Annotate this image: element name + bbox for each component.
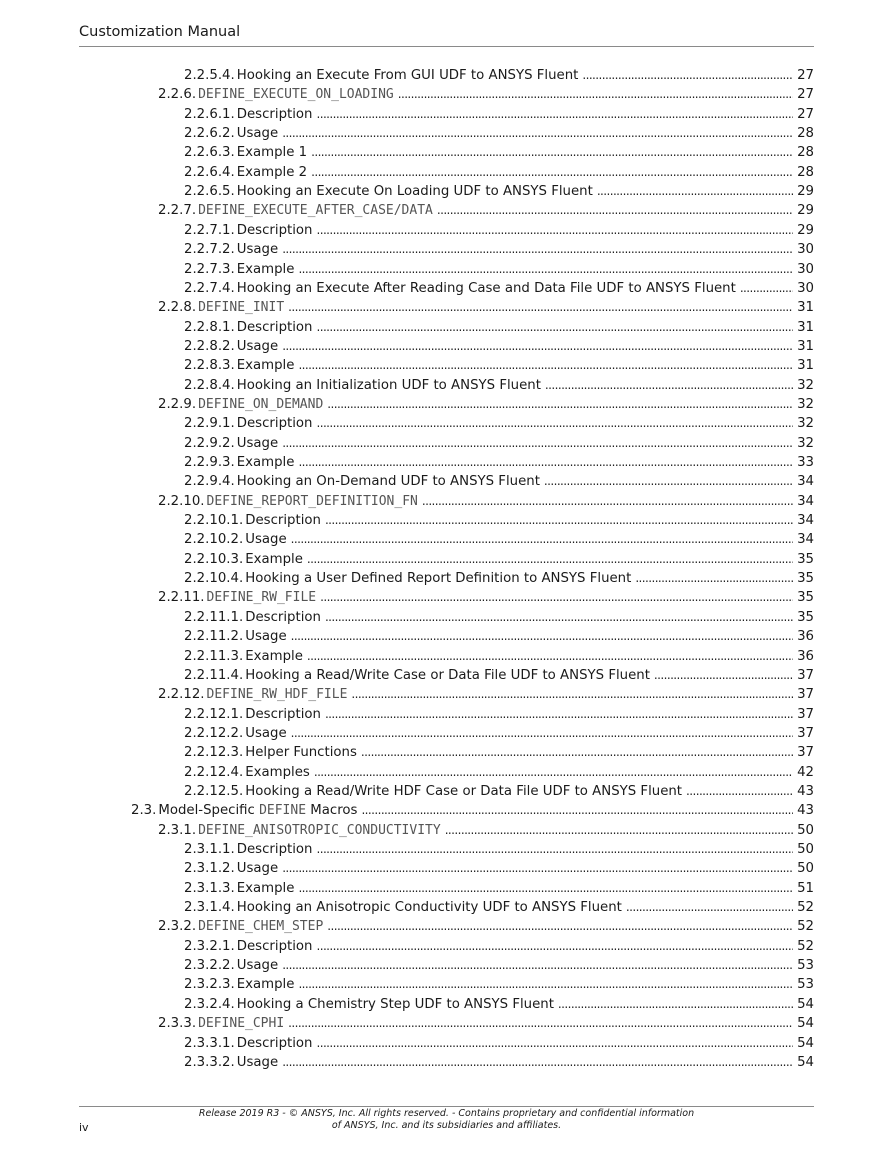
toc-entry-number: 2.2.10. (158, 493, 205, 509)
toc-entry-number: 2.3.1.2. (184, 861, 235, 877)
toc-dot-leader (282, 337, 793, 356)
toc-entry[interactable] (184, 472, 814, 491)
toc-dot-leader (316, 414, 793, 433)
toc-entry-number: 2.2.11.4. (184, 667, 244, 683)
toc-entry-title: Example (236, 455, 295, 470)
toc-entry-number: 2.3.3.1. (184, 1035, 235, 1051)
toc-dot-leader (282, 956, 793, 975)
toc-dot-leader (325, 511, 793, 530)
toc-dot-leader (437, 201, 793, 220)
toc-dot-leader (316, 105, 793, 124)
toc-entry-number: 2.3.2.4. (184, 996, 235, 1012)
toc-entry-page: 30 (797, 280, 814, 296)
toc-entry-number: 2.2.9.4. (184, 474, 235, 490)
toc-entry-title: Usage (245, 725, 287, 741)
toc-entry-page: 27 (797, 87, 814, 103)
toc-entry-number: 2.3.2.2. (184, 958, 235, 974)
toc-entry-number: 2.2.12.3. (184, 745, 244, 761)
toc-entry[interactable] (184, 434, 814, 453)
toc-entry-title: DEFINE_RW_FILE (206, 590, 317, 606)
toc-entry[interactable] (184, 124, 814, 143)
toc-entry[interactable] (158, 1014, 814, 1033)
toc-entry-title: DEFINE_REPORT_DEFINITION_FN (206, 493, 418, 509)
toc-entry-title: DEFINE_ON_DEMAND (198, 396, 324, 412)
toc-dot-leader (307, 647, 793, 666)
toc-entry[interactable] (184, 956, 814, 975)
toc-entry-number: 2.2.6.3. (184, 145, 235, 161)
toc-entry-number: 2.2.8.3. (184, 358, 235, 374)
toc-dot-leader (316, 221, 793, 240)
toc-entry-page: 52 (797, 938, 814, 954)
toc-dot-leader (544, 472, 793, 491)
toc-dot-leader (291, 530, 793, 549)
toc-entry-number: 2.2.9.1. (184, 416, 235, 432)
toc-dot-leader (282, 124, 793, 143)
toc-entry-number: 2.2.11. (158, 590, 205, 606)
toc-entry-page: 54 (797, 1035, 814, 1051)
toc-entry-page: 54 (797, 1054, 814, 1070)
toc-entry-title: Helper Functions (245, 745, 357, 761)
toc-dot-leader (291, 724, 793, 743)
toc-entry-number: 2.2.11.2. (184, 629, 244, 645)
toc-entry-page: 32 (797, 396, 814, 412)
toc-entry[interactable] (158, 685, 814, 704)
toc-entry-page: 34 (797, 493, 814, 509)
toc-entry[interactable] (158, 492, 814, 511)
toc-entry[interactable] (184, 743, 814, 762)
toc-entry-number: 2.3.2. (158, 919, 197, 935)
toc-entry-title: Example (245, 648, 303, 664)
toc-entry[interactable] (158, 395, 814, 414)
toc-dot-leader (282, 240, 793, 259)
toc-entry-page: 50 (797, 861, 814, 877)
toc-entry-number: 2.2.8.4. (184, 377, 235, 393)
toc-entry-page: 53 (797, 977, 814, 993)
toc-dot-leader (422, 492, 793, 511)
toc-entry-number: 2.2.8. (158, 300, 197, 316)
toc-entry[interactable] (184, 608, 814, 627)
toc-entry-page: 35 (797, 609, 814, 625)
toc-entry[interactable] (184, 763, 814, 782)
toc-entry-page: 31 (797, 319, 814, 335)
toc-entry-title: Description (245, 706, 321, 722)
page-header (79, 22, 814, 47)
toc-dot-leader (298, 453, 793, 472)
toc-dot-leader (361, 743, 793, 762)
toc-entry[interactable] (184, 356, 814, 375)
toc-entry-title: Description (236, 842, 313, 857)
toc-entry-number: 2.3. (131, 803, 157, 819)
toc-entry-number: 2.3.3.2. (184, 1054, 235, 1070)
toc-dot-leader (361, 801, 793, 820)
toc-entry-title: Usage (245, 629, 287, 645)
toc-entry-title: Hooking a Chemistry Step UDF to ANSYS Fluent (236, 996, 554, 1012)
toc-entry[interactable] (158, 821, 814, 840)
toc-entry[interactable] (184, 221, 814, 240)
toc-entry-number: 2.3.2.1. (184, 938, 235, 954)
toc-entry[interactable] (184, 337, 814, 356)
toc-entry-page: 43 (797, 783, 814, 799)
toc-dot-leader (740, 279, 793, 298)
toc-entry-page: 34 (797, 474, 814, 490)
toc-entry[interactable] (158, 917, 814, 936)
toc-entry-page: 51 (797, 880, 814, 896)
toc-entry-number: 2.2.11.1. (184, 609, 244, 625)
toc-entry-number: 2.2.11.3. (184, 648, 244, 664)
toc-entry-number: 2.2.7.4. (184, 280, 235, 296)
toc-entry-title: Description (245, 513, 321, 529)
toc-entry[interactable] (184, 530, 814, 549)
toc-entry-number: 2.2.8.2. (184, 338, 235, 354)
page-footer (79, 1106, 814, 1133)
toc-entry[interactable] (184, 143, 814, 162)
toc-entry-page: 36 (797, 629, 814, 645)
toc-entry-page: 36 (797, 648, 814, 664)
toc-entry[interactable] (184, 627, 814, 646)
toc-entry-number: 2.2.7.2. (184, 242, 235, 258)
toc-entry-title: Usage (236, 861, 279, 877)
toc-dot-leader (288, 1014, 793, 1033)
toc-entry[interactable] (184, 569, 814, 588)
toc-dot-leader (298, 260, 793, 279)
toc-entry-page: 35 (797, 551, 814, 567)
toc-entry-title: Example (236, 261, 295, 277)
toc-dot-leader (327, 917, 793, 936)
toc-dot-leader (320, 588, 793, 607)
toc-entry-title: Hooking a User Defined Report Definition to ANSYS Fluent (245, 571, 632, 587)
copyright-line-2: of ANSYS, Inc. and its subsidiaries and affiliates. (331, 1120, 562, 1131)
toc-entry-number: 2.2.8.1. (184, 319, 235, 335)
toc-dot-leader (654, 666, 793, 685)
toc-entry-title: Description (236, 1035, 313, 1051)
toc-entry-title: Example (236, 880, 295, 896)
toc-entry-page: 32 (797, 435, 814, 451)
toc-entry-page: 37 (797, 745, 814, 761)
toc-entry-title-code: DEFINE (259, 803, 307, 819)
toc-entry-page: 37 (797, 687, 814, 703)
toc-entry-page: 31 (797, 300, 814, 316)
toc-entry-number: 2.2.12.5. (184, 783, 244, 799)
toc-entry-number: 2.2.9. (158, 396, 197, 412)
toc-entry-number: 2.2.10.3. (184, 551, 244, 567)
toc-entry[interactable] (184, 705, 814, 724)
toc-entry[interactable] (158, 85, 814, 104)
toc-entry-page: 28 (797, 145, 814, 161)
toc-entry-number: 2.3.1. (158, 822, 197, 838)
toc-entry[interactable] (184, 105, 814, 124)
toc-entry-page: 29 (797, 222, 814, 238)
toc-entry-title: Usage (236, 338, 279, 354)
toc-entry-page: 50 (797, 842, 814, 857)
toc-entry-title-part: Model-Specific (158, 803, 260, 819)
toc-entry-title: Example (236, 358, 295, 374)
toc-entry[interactable] (184, 995, 814, 1014)
toc-entry-number: 2.2.10.2. (184, 532, 244, 548)
toc-entry[interactable] (184, 414, 814, 433)
toc-entry[interactable] (184, 318, 814, 337)
toc-entry-number: 2.2.9.3. (184, 455, 235, 470)
toc-entry-title: Hooking an Execute After Reading Case and Data File UDF to ANSYS Fluent (236, 280, 736, 296)
toc-dot-leader (311, 143, 793, 162)
toc-entry-number: 2.2.12.4. (184, 764, 244, 780)
toc-entry-title: Hooking an Execute On Loading UDF to ANSYS Fluent (236, 184, 593, 200)
toc-dot-leader (445, 821, 793, 840)
toc-entry-title: Usage (245, 532, 287, 548)
toc-entry-title: DEFINE_EXECUTE_AFTER_CASE/DATA (198, 203, 433, 219)
toc-dot-leader (325, 608, 793, 627)
toc-entry-page: 32 (797, 416, 814, 432)
toc-entry[interactable] (184, 1034, 814, 1053)
toc-entry-title: Description (236, 222, 313, 238)
toc-dot-leader (314, 763, 793, 782)
toc-entry-title: Usage (236, 958, 279, 974)
toc-dot-leader (298, 975, 793, 994)
toc-entry[interactable] (184, 182, 814, 201)
toc-entry-number: 2.3.2.3. (184, 977, 235, 993)
toc-entry-title (158, 801, 357, 820)
toc-dot-leader (298, 879, 793, 898)
toc-entry[interactable] (184, 937, 814, 956)
toc-dot-leader (316, 937, 793, 956)
toc-entry[interactable] (158, 588, 814, 607)
toc-dot-leader (316, 318, 793, 337)
toc-entry-title: Hooking an On-Demand UDF to ANSYS Fluent (236, 474, 540, 490)
toc-entry-title-part: Macros (306, 803, 358, 819)
toc-entry[interactable] (158, 201, 814, 220)
toc-entry-page: 37 (797, 725, 814, 741)
toc-entry-page: 42 (797, 764, 814, 780)
toc-entry-title: Usage (236, 435, 279, 451)
toc-entry[interactable] (184, 666, 814, 685)
toc-entry-page: 34 (797, 513, 814, 529)
toc-entry[interactable] (184, 66, 814, 85)
toc-entry-page: 28 (797, 126, 814, 142)
toc-dot-leader (597, 182, 793, 201)
toc-entry-page: 33 (797, 455, 814, 470)
toc-entry-page: 29 (797, 203, 814, 219)
toc-entry-title: Hooking an Execute From GUI UDF to ANSYS Fluent (236, 68, 579, 83)
toc-entry-title: Description (236, 938, 313, 954)
toc-entry-number: 2.2.12.1. (184, 706, 244, 722)
toc-entry-number: 2.2.9.2. (184, 435, 235, 451)
toc-entry-number: 2.2.6.4. (184, 164, 235, 180)
toc-entry[interactable] (184, 859, 814, 878)
toc-entry[interactable] (184, 240, 814, 259)
toc-entry-number: 2.2.7. (158, 203, 197, 219)
toc-entry-page: 29 (797, 184, 814, 200)
toc-entry-number: 2.2.6. (158, 87, 197, 103)
toc-entry-number: 2.2.5.4. (184, 68, 235, 83)
toc-dot-leader (282, 1053, 793, 1072)
toc-entry-number: 2.2.6.5. (184, 184, 235, 200)
toc-entry-title: Usage (236, 242, 279, 258)
toc-entry-page: 53 (797, 958, 814, 974)
toc-entry-page: 43 (797, 803, 814, 819)
toc-entry-title: Hooking a Read/Write HDF Case or Data File UDF to ANSYS Fluent (245, 783, 683, 799)
toc-entry-number: 2.3.1.4. (184, 900, 235, 916)
toc-entry-number: 2.2.6.2. (184, 126, 235, 142)
toc-entry[interactable] (184, 647, 814, 666)
toc-entry-number: 2.3.1.3. (184, 880, 235, 896)
toc-entry-number: 2.3.3. (158, 1016, 197, 1032)
toc-entry-page: 31 (797, 358, 814, 374)
toc-entry-title: DEFINE_INIT (198, 300, 285, 316)
toc-entry-page: 52 (797, 919, 814, 935)
toc-dot-leader (291, 627, 793, 646)
toc-entry-page: 54 (797, 1016, 814, 1032)
toc-dot-leader (398, 85, 793, 104)
toc-entry-page: 35 (797, 590, 814, 606)
toc-entry-title: Description (236, 106, 313, 122)
toc-entry-page: 27 (797, 68, 814, 83)
toc-entry[interactable] (184, 782, 814, 801)
toc-entry-page: 32 (797, 377, 814, 393)
toc-dot-leader (298, 356, 793, 375)
toc-entry-title: DEFINE_RW_HDF_FILE (206, 687, 348, 703)
toc-entry-page: 37 (797, 667, 814, 683)
copyright-notice (79, 1108, 814, 1132)
toc-dot-leader (282, 434, 793, 453)
toc-entry[interactable] (184, 898, 814, 917)
toc-entry-page: 31 (797, 338, 814, 354)
manual-title: Customization Manual (79, 24, 241, 40)
page-number: iv (79, 1121, 89, 1134)
toc-entry-number: 2.2.10.1. (184, 513, 244, 529)
toc-entry-title: Description (236, 319, 313, 335)
toc-dot-leader (327, 395, 793, 414)
toc-entry-page: 52 (797, 900, 814, 916)
toc-entry[interactable] (184, 724, 814, 743)
toc-entry-page: 50 (797, 822, 814, 838)
toc-entry-title: DEFINE_CPHI (198, 1016, 285, 1032)
toc-entry-number: 2.2.12. (158, 687, 205, 703)
toc-dot-leader (545, 376, 793, 395)
toc-dot-leader (307, 550, 793, 569)
toc-entry-page: 54 (797, 996, 814, 1012)
toc-entry-title: DEFINE_ANISOTROPIC_CONDUCTIVITY (198, 822, 441, 838)
toc-dot-leader (316, 1034, 793, 1053)
toc-entry[interactable] (184, 1053, 814, 1072)
toc-entry-page: 30 (797, 261, 814, 277)
toc-dot-leader (316, 840, 793, 859)
toc-entry-title: Examples (245, 764, 310, 780)
toc-dot-leader (325, 705, 793, 724)
copyright-line-1: Release 2019 R3 - © ANSYS, Inc. All rights reserved. - Contains proprietary and confidential information (198, 1108, 695, 1119)
toc-dot-leader (282, 859, 793, 878)
toc-entry[interactable] (184, 279, 814, 298)
toc-entry[interactable] (184, 376, 814, 395)
toc-entry-number: 2.2.10.4. (184, 571, 244, 587)
toc-entry-title: Example (245, 551, 303, 567)
toc-entry-title: Hooking an Initialization UDF to ANSYS Fluent (236, 377, 541, 393)
toc-dot-leader (582, 66, 793, 85)
toc-entry-title: Description (236, 416, 313, 432)
toc-dot-leader (351, 685, 793, 704)
toc-entry-title: Example (236, 977, 295, 993)
toc-entry[interactable] (184, 840, 814, 859)
toc-entry-number: 2.2.6.1. (184, 106, 235, 122)
toc-entry[interactable] (184, 511, 814, 530)
toc-entry-title: Hooking a Read/Write Case or Data File UDF to ANSYS Fluent (245, 667, 650, 683)
toc-entry-title: DEFINE_CHEM_STEP (198, 919, 324, 935)
toc-dot-leader (686, 782, 793, 801)
toc-entry-page: 34 (797, 532, 814, 548)
toc-entry[interactable] (184, 260, 814, 279)
toc-dot-leader (311, 163, 793, 182)
toc-entry-title: Usage (236, 1054, 279, 1070)
toc-entry-page: 35 (797, 571, 814, 587)
toc-entry-title: Hooking an Anisotropic Conductivity UDF to ANSYS Fluent (236, 900, 622, 916)
toc-entry-page: 37 (797, 706, 814, 722)
toc-entry[interactable] (184, 879, 814, 898)
toc-entry-title: Example 2 (236, 164, 308, 180)
toc-dot-leader (558, 995, 793, 1014)
toc-entry-number: 2.3.1.1. (184, 842, 235, 857)
toc-entry[interactable] (131, 801, 814, 820)
toc-entry-number: 2.2.7.1. (184, 222, 235, 238)
toc-dot-leader (635, 569, 793, 588)
toc-entry[interactable] (184, 453, 814, 472)
toc-entry-title: Description (245, 609, 321, 625)
toc-entry-page: 30 (797, 242, 814, 258)
toc-dot-leader (288, 298, 793, 317)
toc-entry-title: DEFINE_EXECUTE_ON_LOADING (198, 87, 394, 103)
toc-entry-number: 2.2.7.3. (184, 261, 235, 277)
toc-entry-title: Example 1 (236, 145, 308, 161)
toc-entry-page: 28 (797, 164, 814, 180)
toc-entry-page: 27 (797, 106, 814, 122)
toc-entry[interactable] (184, 550, 814, 569)
toc-entry[interactable] (158, 298, 814, 317)
toc-entry-number: 2.2.12.2. (184, 725, 244, 741)
toc-entry-title: Usage (236, 126, 279, 142)
toc-dot-leader (626, 898, 793, 917)
toc-entry[interactable] (184, 975, 814, 994)
toc-entry[interactable] (184, 163, 814, 182)
